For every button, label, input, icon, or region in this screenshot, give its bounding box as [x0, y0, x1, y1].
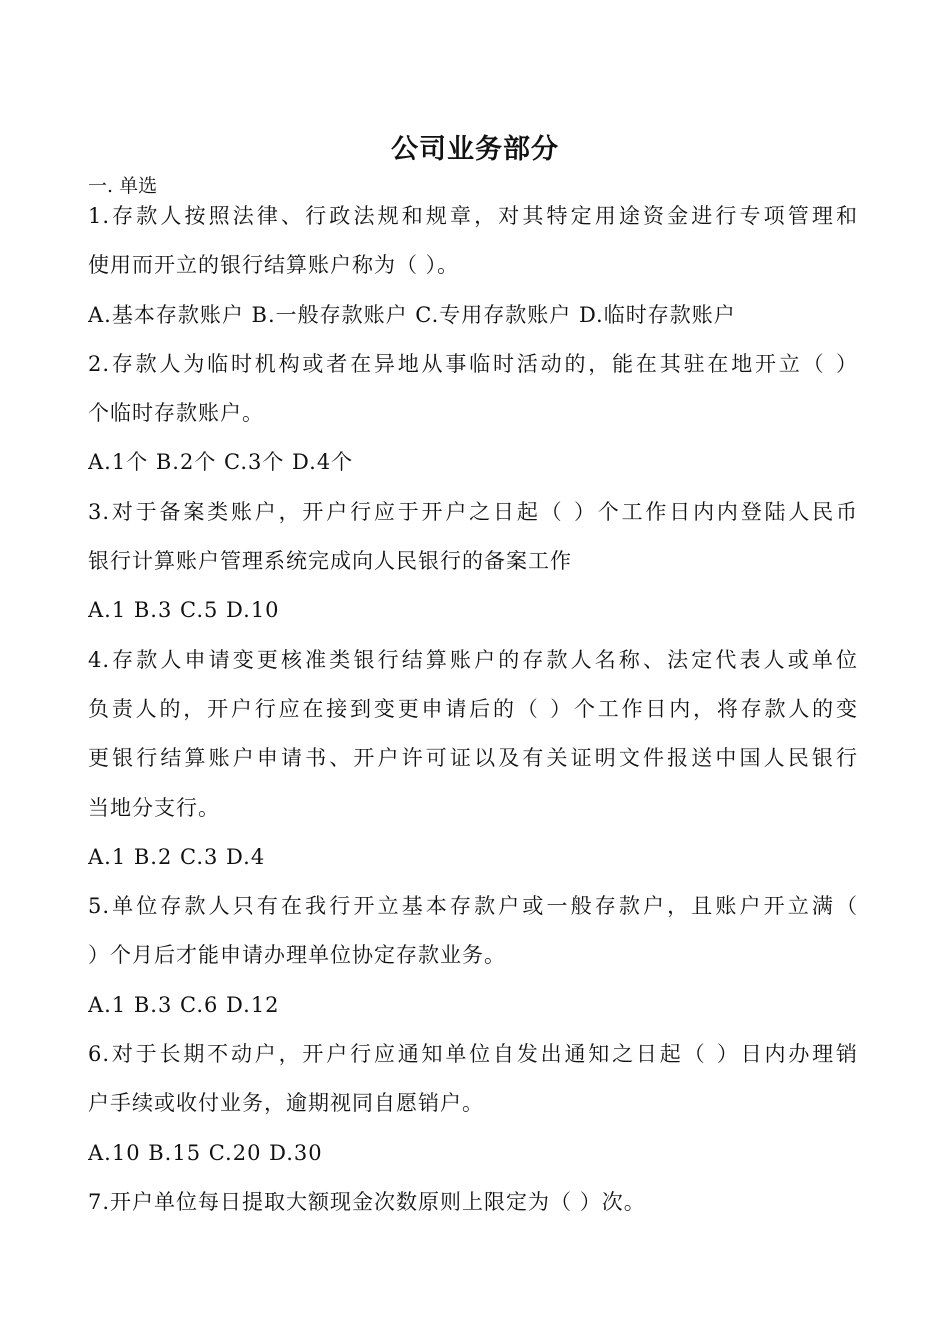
text-line: 3.对于备案类账户，开户行应于开户之日起（ ）个工作日内内登陆人民币 [88, 499, 858, 524]
text-line: 4.存款人申请变更核准类银行结算账户的存款人名称、法定代表人或单位 [88, 647, 858, 672]
text-line: ）个月后才能申请办理单位协定存款业务。 [88, 943, 506, 968]
text-line: 5.单位存款人只有在我行开立基本存款户或一般存款户，且账户开立满（ [88, 894, 858, 919]
answer-options: A.1 B.2 C.3 D.4 [88, 844, 266, 869]
document-title: 公司业务部分 [391, 134, 559, 165]
text-line: 负责人的，开户行应在接到变更申请后的（ ）个工作日内，将存款人的变 [88, 696, 858, 721]
answer-options: A.1 B.3 C.6 D.12 [88, 992, 280, 1017]
text-line: 使用而开立的银行结算账户称为（ ）。 [88, 253, 460, 278]
text-line: 2.存款人为临时机构或者在异地从事临时活动的，能在其驻在地开立（ ） [88, 351, 858, 376]
text-line: 6.对于长期不动户，开户行应通知单位自发出通知之日起（ ）日内办理销 [88, 1042, 858, 1067]
text-line: 当地分支行。 [88, 795, 220, 820]
question-body [88, 192, 858, 1227]
answer-options: A.基本存款账户 B.一般存款账户 C.专用存款账户 D.临时存款账户 [88, 302, 736, 327]
text-line: 个临时存款账户。 [88, 401, 264, 426]
answer-options: A.1 B.3 C.5 D.10 [88, 598, 280, 623]
text-line: 更银行结算账户申请书、开户许可证以及有关证明文件报送中国人民银行 [88, 746, 858, 771]
answer-options: A.1个 B.2个 C.3个 D.4个 [88, 450, 354, 475]
text-line: 银行计算账户管理系统完成向人民银行的备案工作 [88, 549, 572, 574]
text-line: 户手续或收付业务，逾期视同自愿销户。 [88, 1091, 484, 1116]
text-line: 1.存款人按照法律、行政法规和规章，对其特定用途资金进行专项管理和 [88, 204, 858, 228]
text-line: 7.开户单位每日提取大额现金次数原则上限定为（ ）次。 [88, 1189, 646, 1214]
section-heading: 一. 单选 [88, 175, 158, 197]
answer-options: A.10 B.15 C.20 D.30 [88, 1140, 323, 1165]
